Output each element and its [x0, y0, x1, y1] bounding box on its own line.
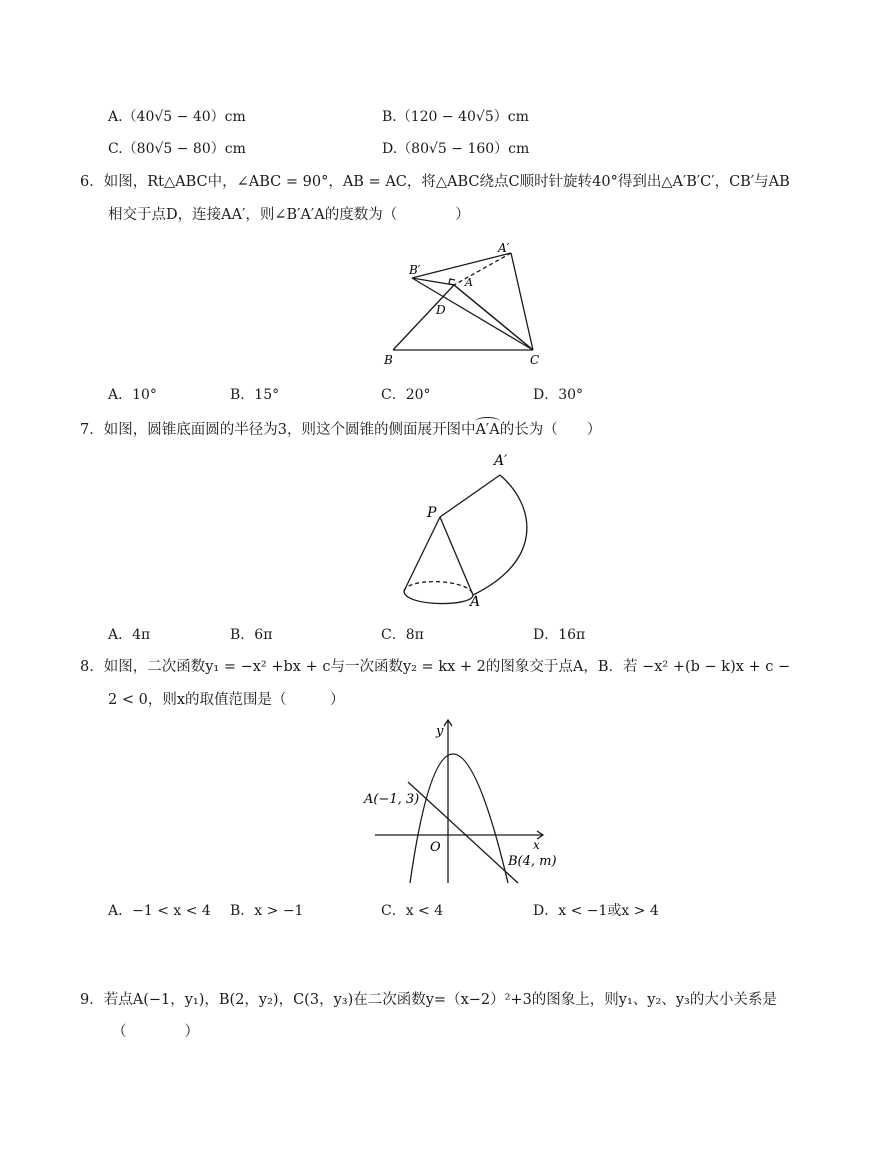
segment-a-prime-a [454, 253, 511, 285]
q5-option-d: D.（80√5 − 160）cm [382, 141, 530, 157]
q7-text-line1 [80, 418, 601, 439]
line-y2 [408, 782, 518, 883]
q8-text-line2: 2 < 0，则x的取值范围是（ ） [108, 692, 345, 708]
q7-text-pre: 7．如图，圆锥底面圆的半径为3，则这个圆锥的侧面展开图中 [80, 422, 476, 438]
q6-text-line2: 相交于点D，连接AA′，则∠B′A′A的度数为（ ） [108, 207, 470, 223]
q8-option-a: A．−1 < x < 4 [108, 903, 211, 919]
cone-radius-top [440, 475, 500, 517]
label-a-prime: A′ [498, 241, 510, 255]
q7-option-b: B．6π [230, 627, 273, 643]
label-point-a: A(−1, 3) [364, 792, 420, 807]
label-d: D [436, 303, 446, 317]
cone-generatrix-right [440, 517, 473, 595]
q9-text-line1: 9．若点A(−1，y₁)，B(2，y₂)，C(3，y₃)在二次函数y=（x−2）²+3的图象上，则y₁、y₂、y₃的大小关系是 [80, 992, 777, 1008]
q7-text-post: 的长为（ ） [499, 422, 602, 438]
q7-arc-label: A′A [475, 422, 500, 438]
segment-b-prime-a-prime [412, 253, 511, 278]
cone-base-front [404, 591, 473, 604]
q5-option-b: B.（120 − 40√5）cm [382, 109, 529, 125]
q6-option-c: C．20° [381, 387, 431, 403]
segment-a-c-inner [454, 285, 533, 350]
q9-text-line2: （ ） [112, 1024, 199, 1040]
label-b: B [384, 353, 393, 367]
q6-option-b: B．15° [230, 387, 280, 403]
label-a-prime: A′ [494, 453, 508, 469]
label-a: A [465, 276, 473, 289]
label-point-b: B(4, m) [508, 854, 557, 869]
segment-ba [393, 285, 454, 350]
label-x-axis: x [533, 838, 540, 852]
label-b-prime: B′ [409, 263, 421, 277]
parabola-y1 [410, 754, 508, 883]
cone-base-back [404, 582, 473, 595]
label-c: C [530, 353, 540, 367]
label-origin: O [430, 840, 441, 855]
q8-option-d: D．x < −1或x > 4 [533, 903, 659, 919]
q8-option-b: B．x > −1 [230, 903, 304, 919]
q8-figure [360, 715, 560, 890]
q5-option-c: C.（80√5 − 80）cm [108, 141, 246, 157]
cone-generatrix-left [404, 517, 440, 591]
q6-text-line1: 6．如图，Rt△ABC中，∠ABC = 90°，AB = AC，将△ABC绕点C顺时针旋转40°得到出△A′B′C′，CB′与AB [80, 174, 790, 190]
label-a: A [470, 594, 481, 610]
label-p: P [427, 505, 437, 521]
q6-figure [370, 240, 560, 370]
q6-option-a: A．10° [108, 387, 157, 403]
q8-text-line1: 8．如图，二次函数y₁ = −x² +bx + c与一次函数y₂ = kx + 2的图象交于点A，B．若 −x² +(b − k)x + c − [80, 659, 791, 675]
label-y-axis: y [436, 724, 444, 739]
q7-figure [395, 445, 555, 615]
q7-option-a: A．4π [108, 627, 151, 643]
q6-option-d: D．30° [533, 387, 584, 403]
q7-option-c: C．8π [381, 627, 424, 643]
right-angle-mark [449, 279, 455, 285]
sector-arc [473, 475, 527, 595]
q7-option-d: D．16π [533, 627, 586, 643]
q5-option-a: A.（40√5 − 40）cm [108, 109, 246, 125]
q8-option-c: C．x < 4 [381, 903, 444, 919]
